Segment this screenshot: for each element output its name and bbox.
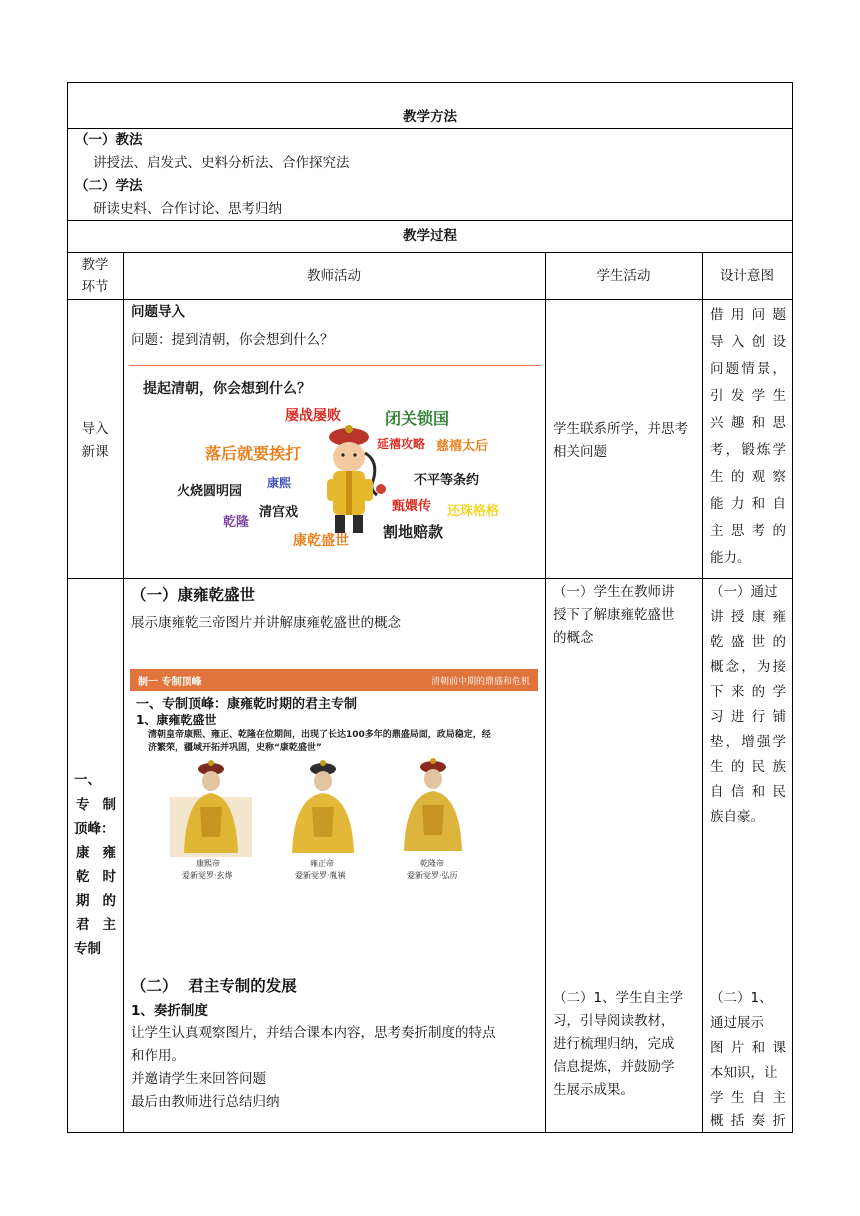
intent-line: 本知识，让 (710, 1065, 778, 1081)
stage-one-line: 专制 (76, 797, 116, 813)
intent-line: 通过展示 (710, 1015, 764, 1031)
kangxi-portrait (170, 757, 252, 857)
intent-line: 学生自主 (710, 1090, 786, 1106)
slide-desc-line2: 济繁荣，疆域开拓并巩固，史称“康乾盛世” (148, 743, 322, 753)
slide-bar-left-text: 制一 专制顶峰 (138, 677, 202, 688)
intent-line: 概念，为接 (710, 659, 786, 675)
intent-line: 能力和自 (710, 496, 786, 512)
student-line: 的概念 (553, 630, 594, 646)
stage-one-line: 康雍 (76, 845, 116, 861)
method-title: 教学方法 (403, 109, 457, 125)
column-divider (123, 252, 124, 1132)
slide-bar-right-text: 清朝前中期的鼎盛和危机 (430, 677, 530, 687)
student-line: （一）学生在教师讲 (553, 584, 675, 600)
intent-line: 乾盛世的 (710, 634, 786, 650)
student-line: （二）1、学生自主学 (553, 990, 684, 1006)
intent-line: 习进行铺 (710, 709, 786, 725)
intent-line: 垫，增强学 (710, 734, 786, 750)
kangyongqian-slide-image (130, 669, 538, 890)
stage-one-line: 顶峰： (74, 821, 115, 837)
sub2-heading: （二） 君主专制的发展 (131, 977, 297, 995)
student-line: 信息提炼，并鼓励学 (553, 1059, 675, 1075)
stage-one-line: 专制 (74, 941, 101, 957)
intent-line: 自信和民 (710, 784, 786, 800)
intent-line: 图片和课 (710, 1040, 786, 1056)
intent-line: 主思考的 (710, 523, 786, 539)
learn-methods-text: 研读史料、合作讨论、思考归纳 (93, 201, 282, 217)
word-cloud-word: 康乾盛世 (293, 533, 349, 549)
student-line: 习，引导阅读教材， (553, 1013, 675, 1029)
stage-one-line: 君主 (76, 917, 116, 933)
intent-line: 下来的学 (710, 684, 786, 700)
intent-line: 兴趣和思 (710, 415, 786, 431)
intent-line: 能力。 (710, 550, 751, 566)
emperor-full-name: 爱新觉罗·弘历 (407, 871, 458, 880)
row-divider (67, 299, 793, 300)
intent-line: 借用问题 (710, 307, 786, 323)
column-divider (702, 252, 703, 1132)
emperor-name: 康熙帝 (196, 859, 220, 868)
word-cloud-word: 乾隆 (223, 515, 250, 530)
word-cloud-word: 割地赔款 (383, 523, 444, 541)
emperor-full-name: 爱新觉罗·玄烨 (182, 871, 233, 880)
header-stage-line1: 教学 (81, 257, 109, 273)
sub2-point: 1、奏折制度 (131, 1003, 208, 1019)
word-cloud-word: 火烧圆明园 (177, 484, 243, 499)
intent-line: 讲授康雍 (710, 609, 786, 625)
intent-line: （一）通过 (710, 584, 778, 600)
slide-desc-line1: 清朝皇帝康熙、雍正、乾隆在位期间，出现了长达100多年的鼎盛局面，政局稳定，经 (148, 730, 491, 740)
stage-intro-line2: 新课 (81, 444, 109, 460)
intent-line: 考，锻炼学 (710, 442, 786, 458)
word-cloud-word: 康熙 (267, 476, 292, 490)
qianlong-portrait (392, 755, 474, 855)
table-border-bottom (67, 1132, 793, 1133)
table-border-top (67, 82, 793, 83)
student-line: 生展示成果。 (553, 1082, 634, 1098)
stage-one-line: 一、 (74, 772, 101, 788)
stage-one-line: 期的 (76, 893, 116, 909)
process-title: 教学过程 (403, 228, 457, 244)
intro-question: 问题：提到清朝，你会想到什么？ (131, 332, 334, 348)
header-intent: 设计意图 (720, 268, 774, 284)
qing-cartoon-figure (313, 423, 389, 541)
sub2-text-line: 和作用。 (131, 1048, 185, 1064)
learn-method-heading: （二）学法 (75, 178, 143, 194)
column-divider (545, 252, 546, 1132)
emperor-full-name: 爱新觉罗·胤禛 (295, 871, 346, 880)
intent-line: （二）1、 (710, 990, 773, 1006)
intent-line: 族自豪。 (710, 809, 764, 825)
header-teacher: 教师活动 (307, 268, 361, 284)
sub2-text-line: 最后由教师进行总结归纳 (131, 1094, 280, 1110)
yongzheng-portrait (282, 757, 364, 857)
intent-line: 概括奏折 (710, 1113, 786, 1129)
sub1-heading: （一）康雍乾盛世 (131, 586, 256, 604)
slide-title: 一、专制顶峰：康雍乾时期的君主专制 (136, 697, 358, 712)
intent-line: 导入创设 (710, 334, 786, 350)
student-line: 进行梳理归纳，完成 (553, 1036, 675, 1052)
stage-one-line: 乾时 (76, 869, 116, 885)
slide-subtitle: 1、康雍乾盛世 (136, 713, 217, 727)
row-divider (67, 252, 793, 253)
word-cloud-word: 屡战屡败 (285, 408, 341, 424)
word-cloud-word: 延禧攻略 (377, 437, 426, 451)
intent-line: 生的观察 (710, 469, 786, 485)
word-cloud-word: 甄嬛传 (392, 499, 432, 514)
student-line: 授下了解康雍乾盛世 (553, 607, 675, 623)
header-stage-line2: 环节 (81, 279, 109, 295)
word-cloud-word: 慈禧太后 (436, 439, 489, 454)
intro-student-activity: 学生联系所学，并思考相关问题 (553, 421, 688, 460)
intro-heading: 问题导入 (131, 304, 185, 320)
word-cloud-word: 还珠格格 (447, 504, 500, 519)
row-divider (67, 578, 793, 579)
word-cloud-title: 提起清朝，你会想到什么？ (143, 381, 311, 397)
emperor-name: 乾隆帝 (420, 859, 444, 868)
word-cloud-word: 闭关锁国 (385, 409, 450, 428)
image-top-rule (129, 365, 541, 366)
intent-line: 问题情景， (710, 361, 786, 377)
intent-line: 生的民族 (710, 759, 786, 775)
qing-word-cloud-image (129, 363, 541, 571)
sub2-text-line: 并邀请学生来回答问题 (131, 1071, 266, 1087)
teach-methods-text: 讲授法、启发式、史料分析法、合作探究法 (93, 155, 350, 171)
sub2-text-line: 让学生认真观察图片，并结合课本内容，思考奏折制度的特点 (131, 1025, 496, 1041)
word-cloud-word: 清宫戏 (259, 505, 299, 520)
sub1-text: 展示康雍乾三帝图片并讲解康雍乾盛世的概念 (131, 615, 401, 631)
header-student: 学生活动 (596, 268, 651, 284)
emperor-name: 雍正帝 (310, 859, 334, 868)
intent-line: 引发学生 (710, 388, 786, 404)
word-cloud-word: 落后就要挨打 (205, 444, 302, 463)
word-cloud-word: 不平等条约 (414, 473, 480, 488)
stage-intro-line1: 导入 (81, 421, 109, 437)
teach-method-heading: （一）教法 (75, 132, 143, 148)
